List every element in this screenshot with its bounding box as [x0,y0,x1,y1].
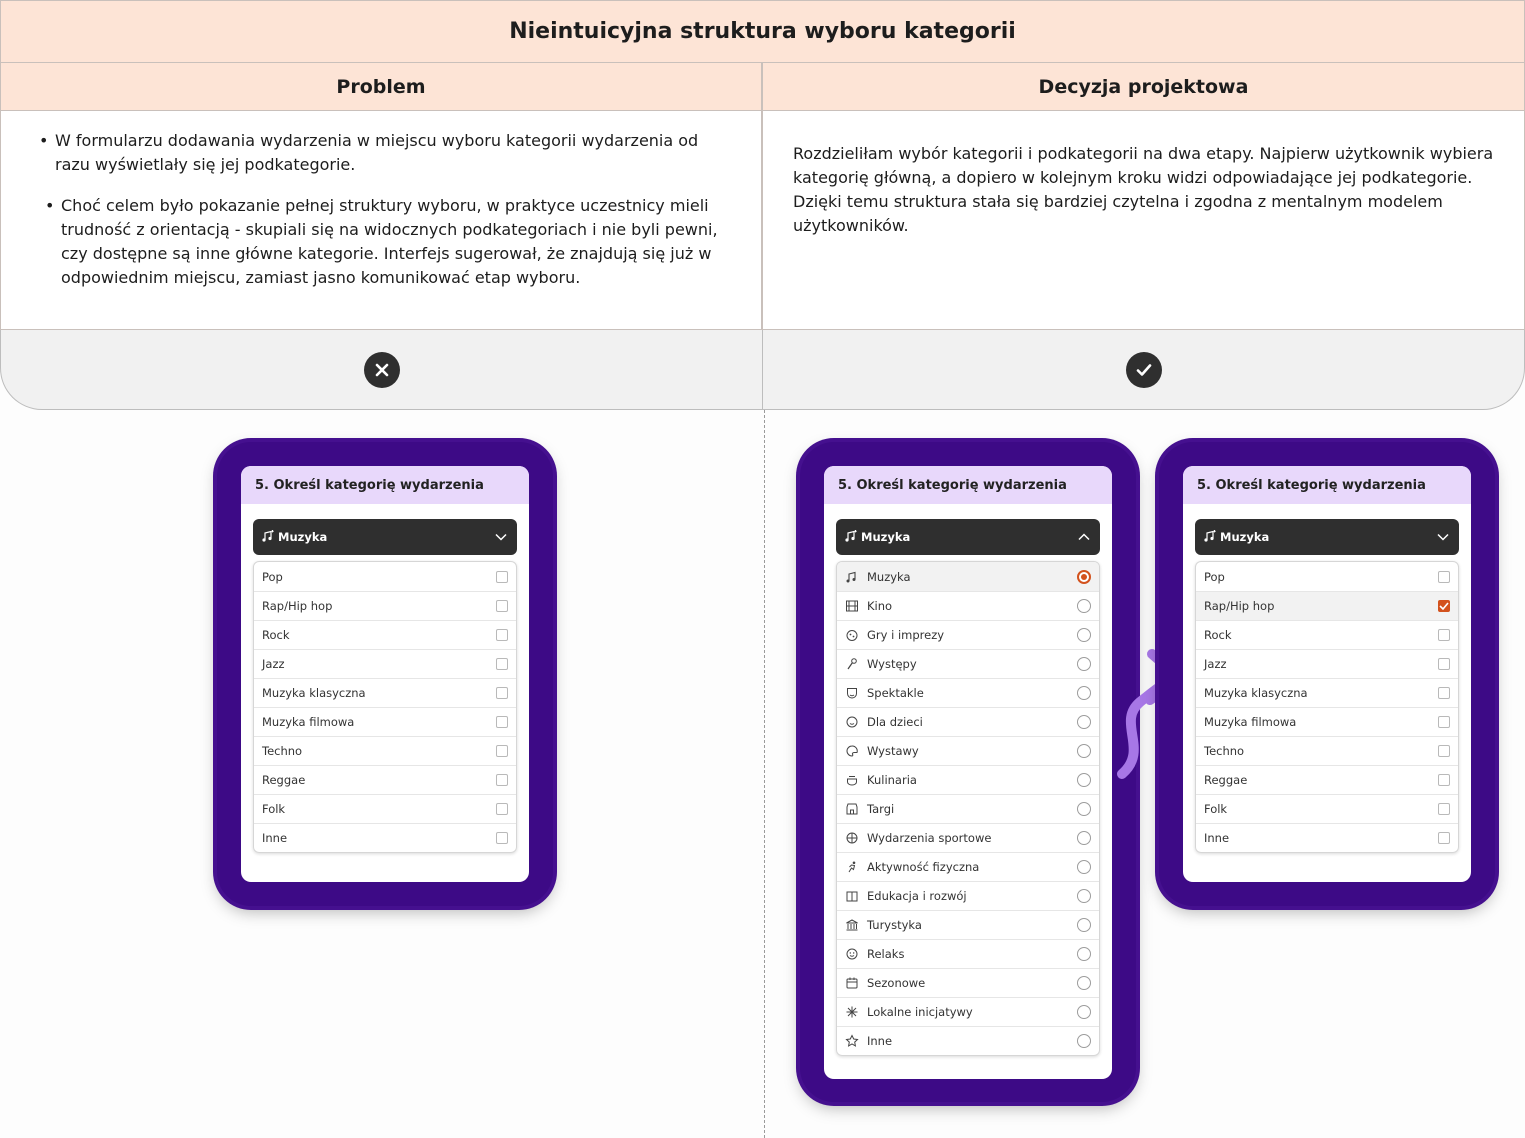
checkbox[interactable] [496,832,508,844]
subcategory-option[interactable] [254,678,516,707]
subcategory-option[interactable] [254,823,516,852]
category-dropdown[interactable] [253,519,517,555]
checkbox[interactable] [1438,803,1450,815]
phone-mockup-before [217,442,553,906]
option-label: Występy [867,657,917,671]
category-dropdown[interactable] [1195,519,1459,555]
option-label: Rap/Hip hop [262,599,333,613]
option-label: Targi [867,802,895,816]
category-option[interactable] [837,1026,1099,1055]
checkbox[interactable] [1438,832,1450,844]
radio-button[interactable] [1077,657,1091,671]
category-option[interactable] [837,910,1099,939]
x-circle-icon [364,352,400,388]
subcategory-option[interactable] [254,736,516,765]
option-label: Techno [1204,744,1245,758]
subcategory-option[interactable] [1196,765,1458,794]
smile-icon [845,947,859,961]
child-face-icon [845,715,859,729]
chevron-down-icon [495,530,507,544]
option-label: Kino [867,599,893,613]
option-label: Kulinaria [867,773,917,787]
subcategory-option[interactable] [1196,649,1458,678]
music-sparkle-icon [261,529,275,546]
category-option[interactable] [837,765,1099,794]
option-label: Reggae [262,773,306,787]
board-title: Nieintuicyjna struktura wyboru kategorii [0,0,1525,63]
checkbox[interactable] [1438,774,1450,786]
radio-button[interactable] [1077,744,1091,758]
category-option[interactable] [837,707,1099,736]
radio-button[interactable] [1077,918,1091,932]
problem-bullet-list [39,129,721,290]
category-option[interactable] [837,620,1099,649]
running-icon [845,860,859,874]
dropdown-label: Muzyka [1220,530,1270,544]
chevron-down-icon [1437,530,1449,544]
radio-button[interactable] [1077,773,1091,787]
option-label: Inne [262,831,288,845]
checkbox[interactable] [1438,745,1450,757]
subcategory-option[interactable] [1196,823,1458,852]
dice-icon [845,628,859,642]
option-label: Edukacja i rozwój [867,889,967,903]
problem-status-footer [0,330,763,410]
subcategory-option[interactable] [1196,736,1458,765]
subcategory-list [1195,561,1459,853]
subcategory-list [253,561,517,853]
column-divider [764,410,765,1138]
category-option[interactable] [837,852,1099,881]
option-label: Inne [1204,831,1230,845]
option-label: Pop [1204,569,1225,584]
book-icon [845,889,859,903]
palette-icon [845,744,859,758]
option-label: Pop [262,569,283,584]
category-option[interactable] [837,678,1099,707]
category-dropdown[interactable] [836,519,1100,555]
option-label: Folk [1204,802,1228,816]
category-option[interactable] [837,939,1099,968]
dropdown-label: Muzyka [278,530,328,544]
checkbox[interactable] [496,745,508,757]
radio-button[interactable] [1077,628,1091,642]
category-option[interactable] [837,997,1099,1026]
radio-button[interactable] [1077,802,1091,816]
option-label: Rock [262,628,290,642]
option-label: Lokalne inicjatywy [867,1005,973,1019]
checkbox[interactable] [1438,687,1450,699]
microphone-icon [845,657,859,671]
subcategory-option[interactable] [254,794,516,823]
option-label: Inne [867,1034,893,1048]
radio-button[interactable] [1077,686,1091,700]
theater-mask-icon [845,686,859,700]
checkbox[interactable] [496,571,508,583]
option-label: Turystyka [867,918,922,932]
subcategory-option[interactable] [254,649,516,678]
star-icon [845,1034,859,1048]
option-label: Muzyka filmowa [262,715,355,729]
music-sparkle-icon [844,529,858,546]
subcategory-option[interactable] [254,562,516,591]
category-option[interactable] [837,968,1099,997]
option-label: Techno [262,744,303,758]
category-card [824,466,1112,1079]
store-icon [845,802,859,816]
category-option[interactable] [837,649,1099,678]
checkbox[interactable] [496,716,508,728]
subcategory-option[interactable] [254,620,516,649]
checkbox[interactable] [496,803,508,815]
subcategory-option[interactable] [254,707,516,736]
card-title: 5. Określ kategorię wydarzenia [241,466,529,504]
category-card [1183,466,1471,882]
subcategory-option[interactable] [1196,707,1458,736]
checkbox[interactable] [496,600,508,612]
radio-button[interactable] [1077,1034,1091,1048]
option-label: Rap/Hip hop [1204,599,1275,613]
option-label: Jazz [1204,657,1227,671]
category-option[interactable] [837,823,1099,852]
check-circle-icon [1126,352,1162,388]
option-label: Rock [1204,628,1232,642]
checkbox[interactable] [1438,629,1450,641]
category-option[interactable] [837,562,1099,591]
problem-heading: Problem [0,63,762,111]
category-card [241,466,529,882]
option-label: Sezonowe [867,976,926,990]
checkbox[interactable] [496,658,508,670]
radio-button[interactable] [1077,1005,1091,1019]
radio-button[interactable] [1077,715,1091,729]
checkbox[interactable] [496,774,508,786]
checkbox[interactable] [1438,571,1450,583]
radio-button[interactable] [1077,889,1091,903]
subcategory-option[interactable] [1196,620,1458,649]
subcategory-option[interactable] [1196,591,1458,620]
option-label: Muzyka filmowa [1204,715,1297,729]
chevron-up-icon [1078,530,1090,544]
problem-description [0,111,762,330]
phone-mockup-subcategories [1159,442,1495,906]
radio-button[interactable] [1077,860,1091,874]
option-label: Aktywność fizyczna [867,860,980,874]
decision-status-footer [762,330,1525,410]
option-label: Reggae [1204,773,1248,787]
category-list [836,561,1100,1056]
phone-mockup-categories [800,442,1136,1102]
option-label: Gry i imprezy [867,628,945,642]
option-label: Relaks [867,947,905,961]
problem-bullet: • W formularzu dodawania wydarzenia w miejscu wyboru kategorii wydarzenia od razu wyświetlały się jej podkategorie. [39,129,721,177]
film-icon [845,599,859,613]
ball-icon [845,831,859,845]
option-label: Dla dzieci [867,715,923,729]
decision-heading: Decyzja projektowa [762,63,1525,111]
option-label: Jazz [262,657,285,671]
category-option[interactable] [837,881,1099,910]
radio-button[interactable] [1077,976,1091,990]
music-sparkle-icon [845,570,859,584]
option-label: Muzyka klasyczna [262,686,366,700]
checkbox[interactable] [1438,716,1450,728]
subcategory-option[interactable] [254,591,516,620]
checkbox[interactable] [496,687,508,699]
subcategory-option[interactable] [1196,794,1458,823]
subcategory-option[interactable] [1196,562,1458,591]
radio-button[interactable] [1077,947,1091,961]
dropdown-label: Muzyka [861,530,911,544]
subcategory-option[interactable] [254,765,516,794]
option-label: Folk [262,802,286,816]
category-option[interactable] [837,794,1099,823]
checkbox[interactable] [1438,658,1450,670]
option-label: Spektakle [867,686,924,700]
music-sparkle-icon [1203,529,1217,546]
calendar-icon [845,976,859,990]
community-icon [845,1005,859,1019]
card-title: 5. Określ kategorię wydarzenia [824,466,1112,504]
category-option[interactable] [837,591,1099,620]
radio-selected[interactable] [1077,570,1091,584]
option-label: Muzyka [867,569,911,584]
cooking-pot-icon [845,773,859,787]
subcategory-option[interactable] [1196,678,1458,707]
radio-button[interactable] [1077,831,1091,845]
problem-bullet: • Choć celem było pokazanie pełnej struktury wyboru, w praktyce uczestnicy mieli trudność z orientacją - skupiali się na widocznych podkategoriach i nie byli pewni, czy dostępne są inne główne kategorie. Interfejs sugerował, że znajdują się już w odpowiednim miejscu, zamiast jasno komunikować etap wyboru. [45,194,721,290]
decision-description [762,111,1525,330]
category-option[interactable] [837,736,1099,765]
landmark-icon [845,918,859,932]
radio-button[interactable] [1077,599,1091,613]
option-label: Muzyka klasyczna [1204,686,1308,700]
option-label: Wystawy [867,744,919,758]
card-title: 5. Określ kategorię wydarzenia [1183,466,1471,504]
checkbox[interactable] [496,629,508,641]
option-label: Wydarzenia sportowe [867,831,992,845]
decision-text: Rozdzieliłam wybór kategorii i podkategorii na dwa etapy. Najpierw użytkownik wybiera kategorię główną, a dopiero w kolejnym kroku widzi odpowiadające jej podkategorie. Dzięki temu struktura stała się bardziej czytelna i zgodna z mentalnym modelem użytkowników. [793,144,1494,235]
checkbox-checked[interactable] [1438,600,1450,612]
